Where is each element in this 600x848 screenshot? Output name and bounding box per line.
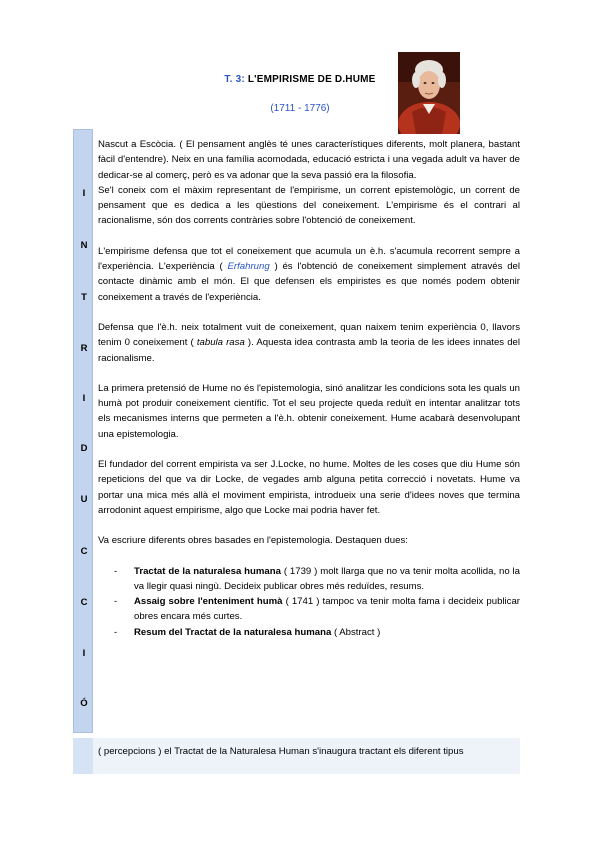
intro-content [98,137,520,640]
sidebar-letter: T [81,292,87,303]
paragraph-empiricism-definition: Se'l coneix com el màxim representant de l'empirisme, un corrent epistemològic, un corrent de pensament que es dedica a les qüestions del coneixement. L'empirisme és el contrari al racionalisme, són dos corrents contràries sobre l'obtenció de coneixement. [98,184,520,227]
sidebar-letter: D [80,443,88,454]
paragraph-tabula-rasa [98,320,520,366]
paragraph-text: L'empirisme defensa que tot el coneixement que acumula un è.h. s'acumula recorrent sempre a l'experiència. L'experiència ( [98,245,520,273]
sidebar-letter: I [82,188,86,199]
work-description: ( 1741 ) tampoc va tenir molta fama i decideix publicar obres encara més curtes. [134,596,520,623]
work-title: Tractat de la naturalesa humana [134,565,281,577]
term-erfahrung: Erfahrung [227,261,270,273]
paragraph-works-intro: Va escriure diferents obres basades en l'epistemologia. Destaquen dues: [98,535,408,547]
bottom-sidebar-strip [73,738,93,774]
work-description: ( Abstract ) [331,626,381,638]
sidebar-letter: Ó [80,698,88,709]
paragraph-text: Defensa que l'è.h. neix totalment vuit de coneixement, quan naixem tenim experiència 0, llavors tenim 0 coneixement ( [98,321,520,349]
list-item [114,564,520,595]
paragraph-experience [98,244,520,305]
paragraph-text: ). Aquesta idea contrasta amb la teoria de les idees innates del racionalisme. [98,337,521,364]
sidebar-letter: U [80,494,88,505]
paragraph-locke: El fundador del corrent empirista va ser J.Locke, no hume. Moltes de les coses que diu Hume són repeticions del que va dir Locke, de vegades amb alguna petita correcció i novetats. Hume va portar una mica més allà el moviment empirista, introdueix una serie d'idees noves que termina arrodonint aquest empirisme, algo que Locke mai podria haver fet. [98,459,520,516]
work-title: Resum del Tractat de la naturalesa humana [134,626,332,638]
continuation-text: ( percepcions ) el Tractat de la Naturalesa Human s'inaugura tractant els diferent tipus [98,746,464,757]
sidebar-letter: C [80,597,88,608]
sidebar-letter: I [82,393,86,404]
sidebar-letter: C [80,546,88,557]
portrait-image [398,52,460,134]
title-text: L'EMPIRISME DE D.HUME [247,74,376,85]
bullet-dash: - [114,596,118,608]
life-dates: (1711 - 1776) [270,103,330,114]
paragraph-birth: Nascut a Escòcia. ( El pensament anglès té unes característiques diferents, molt planera, bastant fàcil d'entendre). Neix en una família acomodada, educació estricta i una vegada adult va haver de dedicar-se al comerç, però es va adonar que la seva passió era la filosofia. [98,139,520,181]
bullet-dash: - [114,565,118,577]
paragraph-hume-aim: La primera pretensió de Hume no és l'epistemologia, sinó analitzar les condicions sota les quals un humà pot produir coneixement científic. Tot el seu projecte queda reduït en intentar analitzar tots els mecanismes interns que permeten a l'è.h. obtenir coneixement. Hume acabarà desenvolupant una epistemologia. [98,382,520,440]
works-list [98,564,520,640]
title-number: T. 3: [224,74,245,85]
list-item [114,594,520,625]
page-title [0,74,600,85]
sidebar-letter: N [80,240,88,251]
sidebar-letter: R [80,343,88,354]
section-sidebar [73,129,93,733]
paragraph-text: ) és l'obtenció de coneixement simplement através del contacte dinàmic amb el món. El que defensen els empiristes es que només podem obtenir coneixement a través de l'experiència. [98,261,521,303]
work-title: Assaig sobre l'enteniment humà [134,596,283,608]
sidebar-letter: I [82,648,86,659]
list-item [114,625,520,640]
work-description: ( 1739 ) molt llarga que no va tenir molta acollida, no la va llegir quasi ningù. Decideix publicar obres més reduïdes, resums. [134,565,521,592]
bullet-dash: - [114,626,118,638]
term-tabula-rasa: tabula rasa [196,337,245,349]
